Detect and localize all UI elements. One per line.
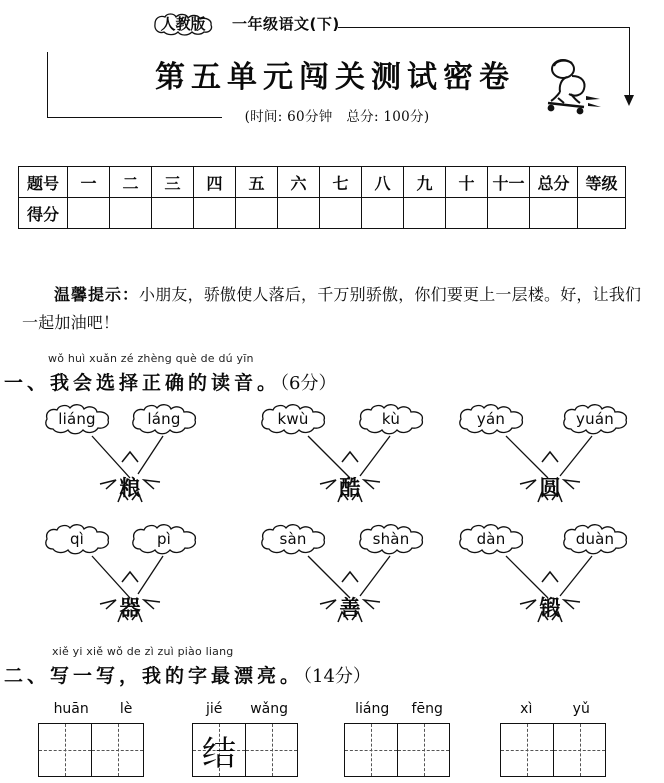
pinyin-choice-group-6 bbox=[450, 518, 655, 628]
target-character-2: 酷 bbox=[339, 475, 361, 500]
score-cell-8[interactable] bbox=[362, 198, 404, 229]
publisher-badge bbox=[146, 11, 220, 37]
publisher-badge-label: 人教版 bbox=[160, 15, 206, 33]
score-table bbox=[18, 166, 626, 229]
target-character-1: 粮 bbox=[119, 475, 141, 500]
writing-grid-1-box bbox=[38, 723, 144, 777]
pinyin-option-3-2[interactable] bbox=[556, 402, 634, 436]
target-character-3: 圆 bbox=[539, 475, 561, 500]
pinyin-option-6-2[interactable] bbox=[556, 522, 634, 556]
writing-grid-2-pinyin-1: jié bbox=[205, 701, 223, 717]
score-cell-11[interactable] bbox=[488, 198, 530, 229]
section-2-number: 二、 bbox=[4, 665, 51, 687]
column-header-6: 六 bbox=[278, 167, 320, 198]
score-cell-7[interactable] bbox=[320, 198, 362, 229]
table-row-header bbox=[19, 167, 626, 198]
pinyin-option-6-1[interactable] bbox=[452, 522, 530, 556]
score-cell-3[interactable] bbox=[152, 198, 194, 229]
writing-cell-1-1-char bbox=[39, 724, 91, 776]
section-2-heading bbox=[4, 661, 371, 688]
writing-grid-4-box bbox=[500, 723, 606, 777]
writing-grid-1-pinyin-2: lè bbox=[119, 701, 133, 717]
score-cell-grade[interactable] bbox=[578, 198, 626, 229]
writing-cell-3-1[interactable] bbox=[345, 724, 397, 776]
section-1-number: 一、 bbox=[4, 372, 51, 394]
pinyin-option-4-2-label: pì bbox=[156, 530, 172, 548]
warm-tip bbox=[22, 281, 644, 337]
column-header-grade: 等级 bbox=[578, 167, 626, 198]
writing-cell-1-2[interactable] bbox=[91, 724, 143, 776]
writing-cell-2-1-char: 结 bbox=[202, 733, 236, 774]
pinyin-option-1-1[interactable] bbox=[38, 402, 116, 436]
writing-cell-4-2[interactable] bbox=[553, 724, 605, 776]
section-1-title: 我会选择正确的读音。 bbox=[50, 372, 281, 394]
writing-grid-2-pinyin-2: wǎng bbox=[250, 701, 289, 717]
pinyin-option-3-2-label: yuán bbox=[576, 410, 614, 428]
writing-cell-4-1-char bbox=[501, 724, 553, 776]
header-frame-top-line bbox=[338, 27, 630, 28]
pinyin-option-2-1[interactable] bbox=[254, 402, 332, 436]
score-cell-6[interactable] bbox=[278, 198, 320, 229]
column-header-total: 总分 bbox=[530, 167, 578, 198]
pinyin-option-1-1-label: liáng bbox=[58, 410, 96, 428]
column-header-3: 三 bbox=[152, 167, 194, 198]
writing-cell-2-2[interactable] bbox=[245, 724, 297, 776]
writing-grid-2-box bbox=[192, 723, 298, 777]
column-header-4: 四 bbox=[194, 167, 236, 198]
pinyin-choice-group-2 bbox=[250, 398, 450, 508]
pinyin-option-4-1-label: qì bbox=[69, 530, 85, 548]
pinyin-option-4-1[interactable] bbox=[38, 522, 116, 556]
target-character-5: 善 bbox=[339, 595, 361, 620]
section-2-points: （14分） bbox=[303, 666, 371, 687]
score-cell-10[interactable] bbox=[446, 198, 488, 229]
writing-grid-3-pinyin-1: liáng bbox=[355, 701, 390, 717]
writing-cell-3-1-char bbox=[345, 724, 397, 776]
writing-cell-3-2-char bbox=[398, 724, 449, 776]
score-cell-1[interactable] bbox=[68, 198, 110, 229]
writing-grid-1-pinyin-1: huān bbox=[53, 701, 89, 717]
score-cell-2[interactable] bbox=[110, 198, 152, 229]
burst-4 bbox=[82, 580, 178, 642]
target-character-6: 锻 bbox=[539, 595, 561, 620]
pinyin-option-3-1[interactable] bbox=[452, 402, 530, 436]
section-1-points: （6分） bbox=[280, 373, 337, 394]
writing-cell-1-2-char bbox=[92, 724, 143, 776]
warm-tip-text: 小朋友，骄傲使人落后，千万别骄傲，你们要更上一层楼。好，让我们一起加油吧！ bbox=[22, 285, 642, 332]
writing-grid-3-pinyin bbox=[344, 701, 454, 717]
burst-3 bbox=[502, 460, 598, 522]
writing-grid-2-pinyin bbox=[192, 701, 302, 717]
pinyin-option-2-1-label: kwù bbox=[277, 410, 309, 428]
writing-cell-3-2[interactable] bbox=[397, 724, 449, 776]
score-cell-5[interactable] bbox=[236, 198, 278, 229]
score-cell-total[interactable] bbox=[530, 198, 578, 229]
writing-grid-4-pinyin bbox=[500, 701, 610, 717]
row-label-score: 得分 bbox=[19, 198, 68, 229]
section-2-title: 写一写，我的字最漂亮。 bbox=[50, 665, 304, 687]
pinyin-option-1-2-label: láng bbox=[147, 410, 181, 428]
column-header-9: 九 bbox=[404, 167, 446, 198]
writing-grid-1-pinyin bbox=[38, 701, 148, 717]
writing-cell-4-1[interactable] bbox=[501, 724, 553, 776]
pinyin-option-5-1[interactable] bbox=[254, 522, 332, 556]
pinyin-option-6-1-label: dàn bbox=[476, 530, 506, 548]
writing-cell-2-2-char bbox=[246, 724, 297, 776]
writing-cell-2-1[interactable] bbox=[193, 724, 245, 776]
warm-tip-label: 温馨提示： bbox=[54, 285, 140, 304]
grade-subject-label: 一年级语文(下) bbox=[232, 15, 340, 33]
column-header-11: 十一 bbox=[488, 167, 530, 198]
burst-2 bbox=[302, 460, 398, 522]
pinyin-choice-group-4 bbox=[30, 518, 230, 628]
section-1-heading bbox=[4, 368, 336, 395]
writing-cell-4-2-char bbox=[554, 724, 605, 776]
pinyin-choice-group-5 bbox=[250, 518, 450, 628]
table-row-score bbox=[19, 198, 626, 229]
row-label-question-number: 题号 bbox=[19, 167, 68, 198]
score-cell-9[interactable] bbox=[404, 198, 446, 229]
pinyin-option-2-2[interactable] bbox=[352, 402, 430, 436]
column-header-2: 二 bbox=[110, 167, 152, 198]
pinyin-choice-group-3 bbox=[450, 398, 655, 508]
pinyin-option-5-2-label: shàn bbox=[372, 530, 410, 548]
writing-cell-1-1[interactable] bbox=[39, 724, 91, 776]
column-header-5: 五 bbox=[236, 167, 278, 198]
writing-grid-3-box bbox=[344, 723, 450, 777]
writing-grid-4-pinyin-1: xì bbox=[520, 701, 533, 717]
pinyin-option-3-1-label: yán bbox=[476, 410, 506, 428]
exam-info: (时间: 60分钟 总分: 100分) bbox=[244, 109, 430, 125]
burst-1 bbox=[82, 460, 178, 522]
page-title: 第五单元闯关测试密卷 bbox=[155, 60, 515, 95]
pinyin-option-2-2-label: kù bbox=[381, 410, 401, 428]
burst-6 bbox=[502, 580, 598, 642]
writing-grid-3-pinyin-2: fēng bbox=[411, 701, 443, 717]
pinyin-option-5-1-label: sàn bbox=[279, 530, 307, 548]
section-2-pinyin: xiě yi xiě wǒ de zì zuì piào liang bbox=[52, 645, 234, 658]
column-header-10: 十 bbox=[446, 167, 488, 198]
score-cell-4[interactable] bbox=[194, 198, 236, 229]
section-1-pinyin: wǒ huì xuǎn zé zhèng què de dú yīn bbox=[48, 352, 254, 365]
column-header-8: 八 bbox=[362, 167, 404, 198]
writing-grid-4-pinyin-2: yǔ bbox=[572, 701, 590, 717]
skateboarding-child-icon bbox=[534, 56, 608, 118]
pinyin-option-5-2[interactable] bbox=[352, 522, 430, 556]
pinyin-choice-group-1 bbox=[30, 398, 230, 508]
pinyin-option-6-2-label: duàn bbox=[575, 530, 615, 548]
burst-5 bbox=[302, 580, 398, 642]
target-character-4: 器 bbox=[119, 595, 141, 620]
pinyin-option-4-2[interactable] bbox=[125, 522, 203, 556]
column-header-7: 七 bbox=[320, 167, 362, 198]
pinyin-option-1-2[interactable] bbox=[125, 402, 203, 436]
column-header-1: 一 bbox=[68, 167, 110, 198]
